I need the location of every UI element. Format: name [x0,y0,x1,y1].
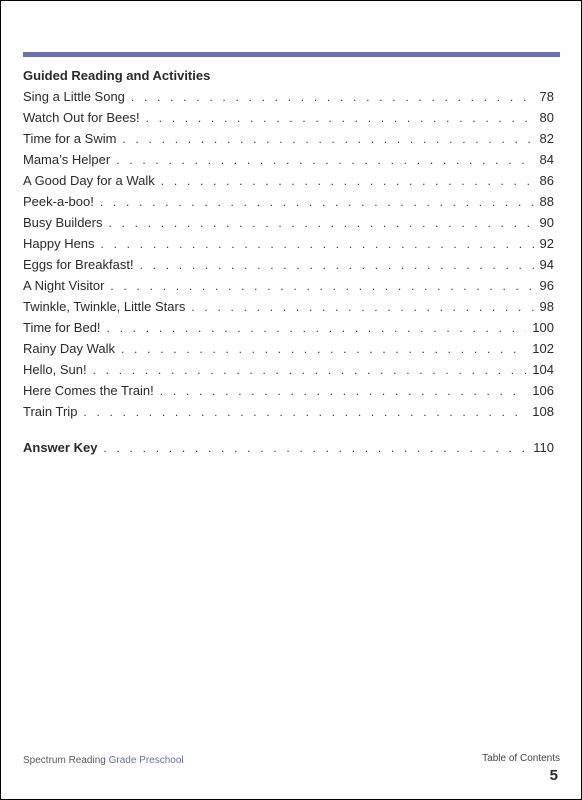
page-number: 5 [549,767,558,784]
dot-leader [122,131,533,148]
toc-entry [23,193,554,214]
toc-entry-title: Sing a Little Song [23,89,125,104]
toc-entry [23,319,554,340]
footer-book-title [23,755,184,766]
dot-leader [107,320,527,337]
dot-leader [83,404,526,421]
toc-entry-page: 90 [539,215,554,230]
dot-leader [103,440,527,457]
dot-leader [161,173,534,190]
table-of-contents [23,88,554,424]
toc-entry-title: Twinkle, Twinkle, Little Stars [23,299,186,314]
toc-entry [23,214,554,235]
toc-entry [23,151,554,172]
dot-leader [93,362,527,379]
toc-entry-title: Watch Out for Bees! [23,110,140,125]
toc-entry-title: Hello, Sun! [23,362,87,377]
dot-leader [116,152,533,169]
toc-entry-page: 92 [539,236,554,251]
toc-entry-page: 84 [539,152,554,167]
dot-leader [131,89,534,106]
toc-entry-title: Peek-a-boo! [23,194,94,209]
toc-entry-page: 88 [539,194,554,209]
toc-entry-title: A Good Day for a Walk [23,173,155,188]
toc-entry-title: Happy Hens [23,236,95,251]
toc-entry [23,382,554,403]
section-title: Guided Reading and Activities [23,68,211,83]
toc-entry-title: Mama’s Helper [23,152,111,167]
toc-entry-page: 86 [539,173,554,188]
toc-entry-page: 94 [539,257,554,272]
answer-key-title: Answer Key [23,440,98,455]
toc-entry-page: 108 [532,404,554,419]
dot-leader [108,215,533,232]
footer-section-label: Table of Contents [482,753,560,764]
answer-key-entry [23,439,554,457]
header-rule [23,52,560,57]
toc-entry-title: Train Trip [23,404,78,419]
dot-leader [121,341,526,358]
toc-entry [23,235,554,256]
footer-book-name: Spectrum Reading [23,755,106,766]
answer-key-page: 110 [533,440,554,455]
toc-entry-title: Rainy Day Walk [23,341,115,356]
toc-entry-title: Eggs for Breakfast! [23,257,134,272]
toc-entry [23,277,554,298]
toc-entry [23,109,554,130]
dot-leader [140,257,534,274]
toc-entry [23,340,554,361]
toc-entry [23,256,554,277]
toc-entry [23,172,554,193]
footer-grade: Grade Preschool [108,755,184,766]
toc-entry-title: Time for a Swim [23,131,117,146]
toc-entry [23,130,554,151]
toc-entry-page: 98 [539,299,554,314]
toc-entry-page: 106 [532,383,554,398]
toc-entry [23,88,554,109]
toc-entry [23,361,554,382]
toc-entry-title: A Night Visitor [23,278,105,293]
dot-leader [101,236,534,253]
toc-entry-page: 100 [532,320,554,335]
dot-leader [100,194,534,211]
toc-entry-page: 96 [539,278,554,293]
toc-entry-page: 104 [532,362,554,377]
toc-entry [23,298,554,319]
dot-leader [191,299,533,316]
toc-entry [23,403,554,424]
dot-leader [146,110,534,127]
toc-entry-page: 102 [532,341,554,356]
toc-entry-title: Here Comes the Train! [23,383,154,398]
dot-leader [160,383,527,400]
toc-entry-page: 78 [539,89,554,104]
toc-entry-title: Busy Builders [23,215,103,230]
toc-entry-title: Time for Bed! [23,320,101,335]
dot-leader [110,278,533,295]
toc-entry-page: 80 [539,110,554,125]
toc-entry-page: 82 [539,131,554,146]
